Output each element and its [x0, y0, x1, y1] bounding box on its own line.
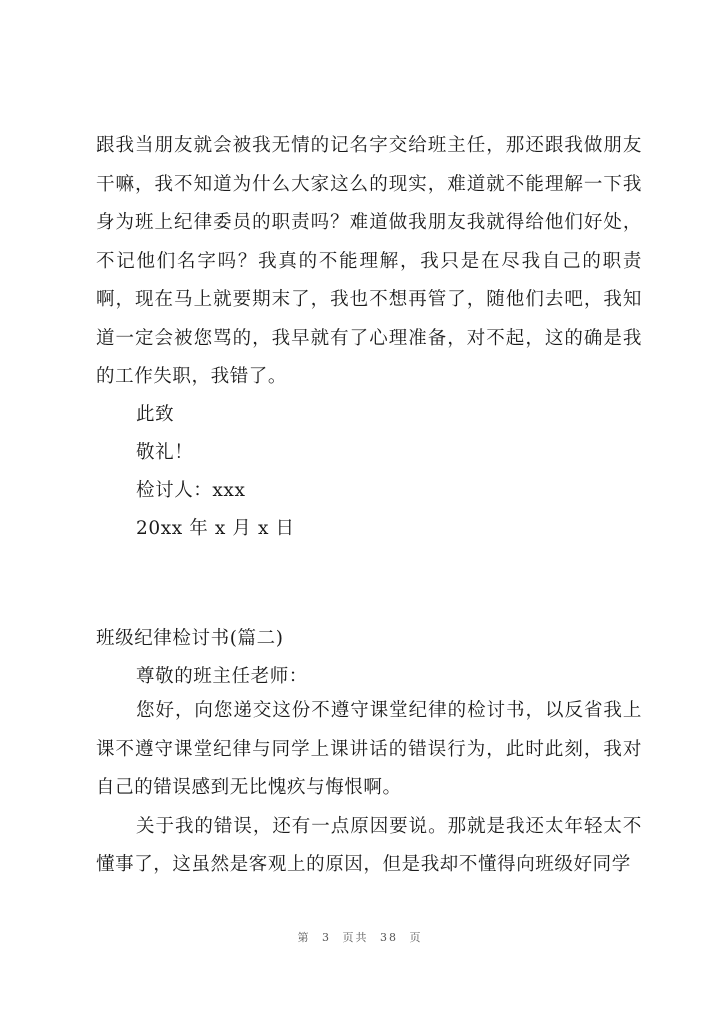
paragraph-continued: 跟我当朋友就会被我无情的记名字交给班主任，那还跟我做朋友干嘛，我不知道为什么大家这么的现实，难道就不能理解一下我身为班上纪律委员的职责吗？难道做我朋友我就得给他们好处，不记他们名字吗？我真的不能理解，我只是在尽我自己的职责啊，现在马上就要期末了，我也不想再管了，随他们去吧，我知道一定会被您骂的，我早就有了心理准备，对不起，这的确是我的工作失职，我错了。: [96, 135, 642, 387]
date-line: 20xx 年 x 月 x 日: [136, 518, 295, 539]
paragraph-reason: 关于我的错误，还有一点原因要说。那就是我还太年轻太不懂事了，这虽然是客观上的原因，但是我却不懂得向班级好同学: [96, 815, 642, 875]
body-text-bottom: [96, 692, 642, 885]
section-title: 班级纪律检讨书(篇二): [96, 628, 284, 649]
signature-line: 检讨人：xxx: [136, 480, 246, 501]
body-text-top: [96, 127, 642, 397]
closing-line-1: 此致: [136, 404, 175, 425]
closing-line-2: 敬礼！: [136, 442, 194, 463]
salutation: 尊敬的班主任老师：: [136, 666, 308, 687]
paragraph-greeting: 您好，向您递交这份不遵守课堂纪律的检讨书，以反省我上课不遵守课堂纪律与同学上课讲话的错误行为，此时此刻，我对自己的错误感到无比愧疚与悔恨啊。: [96, 700, 642, 798]
page-footer: 第 3 页共 38 页: [297, 931, 423, 944]
